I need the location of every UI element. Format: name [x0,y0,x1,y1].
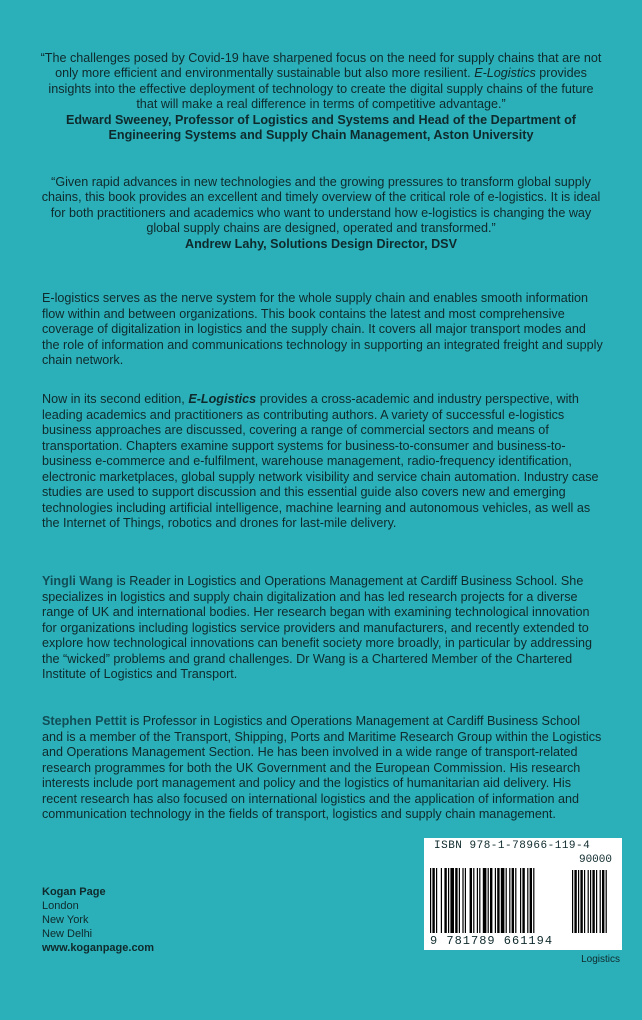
quote-book-title: E-Logistics [474,66,536,81]
publisher-name: Kogan Page [42,886,106,898]
author-name: Stephen Pettit [42,714,127,728]
publisher-website: www.koganpage.com [42,942,155,954]
barcode-digits: 9 781789 661194 [430,934,554,948]
description-paragraph-1: E-logistics serves as the nerve system for the whole supply chain and enables smooth information flow within and between organizations. This book contains the latest and most comprehensive coverage of digitalization in logistics and the supply chain. It covers all major transport modes and the role of information and communications technology in supporting an integrated freight and supply chain network. [42,291,603,367]
isbn-number: ISBN 978-1-78966-119-4 [434,840,591,852]
price-code: 90000 [578,854,612,866]
author-bio-text: is Reader in Logistics and Operations Management at Cardiff Business School. She specializes in logistics and supply chain digitalization and has led research projects for a diverse range of UK and international bodies. Her research began with examining technological innovation for organizations including logistics service providers and manufacturers, and recently extended to explore how technological innovations can benefit society more broadly, in particular by addressing the “wicked” problems and grand challenges. Dr Wang is a Chartered Member of the Chartered Institute of Logistics and Transport. [42,574,593,681]
author-name: Yingli Wang [42,574,114,588]
quote-text: “Given rapid advances in new technologies and the growing pressures to transform global supply chains, this book provides an excellent and timely overview of the critical role of e-logistics. It is ideal for both practitioners and academics who want to understand how e-logistics is changing the way global supply chains are designed, operated and transformed.” [41,175,601,236]
isbn-barcode [424,838,622,950]
publisher-block [42,885,154,955]
publisher-city: New York [42,914,89,926]
author-bio-2 [42,714,604,823]
review-quote-2 [40,175,602,252]
description-paragraph-2 [42,392,604,532]
book-title: E-Logistics [188,392,257,406]
quote-attribution: Edward Sweeney, Professor of Logistics and Systems and Head of the Department of Engineering Systems and Supply Chain Management, Aston University [66,112,576,143]
quote-attribution: Andrew Lahy, Solutions Design Director, DSV [185,236,457,251]
description-text-part: Now in its second edition, [42,392,189,406]
description-text-part: provides a cross-academic and industry perspective, with leading academics and practitioners as contributing authors. A variety of successful e-logistics business approaches are discussed, covering a range of commercial sectors and means of transportation. Chapters examine support systems for business-to-consumer and business-to-business e-commerce and e-fulfilment, warehouse management, radio-frequency identification, electronic marketplaces, global supply network visibility and service chain automation. Industry case studies are used to support discussion and this essential guide also covers new and emerging technologies including artificial intelligence, machine learning and autonomous vehicles, as well as the Internet of Things, robotics and drones for last-mile delivery. [42,392,599,530]
quote-text [40,51,602,113]
author-bio-1 [42,574,604,683]
quote-text-part: “The challenges posed by Covid-19 have sharpened focus on the need for supply chains that are not only more efficient and environmentally sustainable but also more resilient. [40,51,602,81]
category-label: Logistics [581,954,620,965]
publisher-city: New Delhi [42,928,93,940]
quote-text-part: provides insights into the effective deployment of technology to create the digital supply chains of the future that will make a real difference in terms of competitive advantage.” [48,66,594,112]
review-quote-1 [40,51,602,143]
publisher-city: London [42,900,79,912]
author-bio-text: is Professor in Logistics and Operations Management at Cardiff Business School and is a member of the Transport, Shipping, Ports and Maritime Research Group within the Logistics and Operations Management Section. He has been involved in a wide range of transport-related research programmes for both the UK Government and the European Commission. His research interests include port management and policy and the logistics of humanitarian aid delivery. His recent research has also focused on international logistics and the application of information and communication technology in the fields of transport, logistics and supply chain management. [42,714,602,821]
